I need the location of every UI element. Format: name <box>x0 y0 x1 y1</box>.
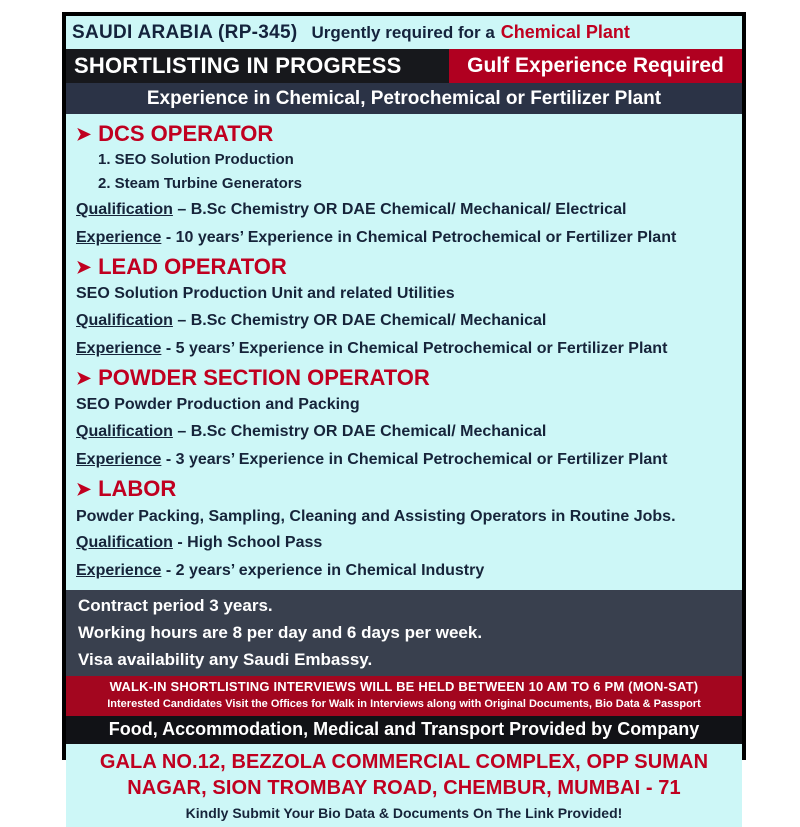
qualification-value: – B.Sc Chemistry OR DAE Chemical/ Mechanical <box>177 423 547 441</box>
experience-label: Experience <box>76 561 162 579</box>
header-country-row <box>66 16 742 49</box>
terms-line: Contract period 3 years. <box>78 596 273 616</box>
gulf-experience-badge: Gulf Experience Required <box>449 49 742 83</box>
bullet-arrow-icon: ➤ <box>76 257 92 278</box>
benefits-banner: Food, Accommodation, Medical and Transport Provided by Company <box>66 716 742 744</box>
job-title-text: LABOR <box>98 476 177 502</box>
experience-line <box>76 557 732 585</box>
qualification-label: Qualification <box>76 201 173 219</box>
job-description: SEO Powder Production and Packing <box>76 396 360 414</box>
shortlisting-status-badge: SHORTLISTING IN PROGRESS <box>66 49 449 83</box>
walkin-headline: WALK-IN SHORTLISTING INTERVIEWS WILL BE HELD BETWEEN 10 AM TO 6 PM (MON-SAT) <box>109 679 699 695</box>
country-code-label: SAUDI ARABIA (RP-345) <box>72 21 298 43</box>
job-sub-item: 1. SEO Solution Production <box>98 151 294 169</box>
address-line-2: NAGAR, SION TROMBAY ROAD, CHEMBUR, MUMBAI - 71 <box>127 777 681 800</box>
chemical-plant-label: Chemical Plant <box>500 22 630 42</box>
qualification-line <box>76 529 732 557</box>
qualification-value: - High School Pass <box>177 534 323 552</box>
job-description: SEO Solution Production Unit and related Utilities <box>76 285 455 303</box>
job-title <box>76 120 732 148</box>
job-listings <box>66 114 742 590</box>
contract-terms-section <box>66 590 742 676</box>
office-address-section <box>66 744 742 827</box>
qualification-label: Qualification <box>76 312 173 330</box>
job-block <box>76 120 732 251</box>
job-title-text: LEAD OPERATOR <box>98 254 287 280</box>
experience-line <box>76 224 732 252</box>
job-block <box>76 475 732 584</box>
advertisement-poster <box>62 12 746 821</box>
terms-line: Working hours are 8 per day and 6 days per week. <box>78 623 483 643</box>
qualification-line <box>76 196 732 224</box>
qualification-value: – B.Sc Chemistry OR DAE Chemical/ Mechanical/ Electrical <box>177 201 627 219</box>
experience-line <box>76 446 732 474</box>
experience-label: Experience <box>76 339 162 357</box>
qualification-value: – B.Sc Chemistry OR DAE Chemical/ Mechanical <box>177 312 547 330</box>
bullet-arrow-icon: ➤ <box>76 368 92 389</box>
experience-value: - 10 years’ Experience in Chemical Petrochemical or Fertilizer Plant <box>165 228 677 246</box>
qualification-label: Qualification <box>76 423 173 441</box>
job-title-text: POWDER SECTION OPERATOR <box>98 365 430 391</box>
job-title-text: DCS OPERATOR <box>98 121 274 146</box>
experience-value: - 3 years’ Experience in Chemical Petrochemical or Fertilizer Plant <box>165 450 668 468</box>
experience-requirement-banner: Experience in Chemical, Petrochemical or Fertilizer Plant <box>66 83 742 114</box>
walkin-instructions: Interested Candidates Visit the Offices for Walk in Interviews along with Original Documents, Bio Data & Passport <box>107 697 701 710</box>
job-sub-item: 2. Steam Turbine Generators <box>98 175 302 193</box>
job-description: Powder Packing, Sampling, Cleaning and Assisting Operators in Routine Jobs. <box>76 507 676 525</box>
experience-label: Experience <box>76 228 162 246</box>
job-title <box>76 475 732 503</box>
bullet-arrow-icon: ➤ <box>76 479 92 500</box>
experience-label: Experience <box>76 450 162 468</box>
job-title <box>76 253 732 281</box>
qualification-label: Qualification <box>76 534 173 552</box>
job-block <box>76 253 732 362</box>
qualification-line <box>76 418 732 446</box>
qualification-line <box>76 307 732 335</box>
experience-value: - 2 years’ experience in Chemical Industry <box>165 561 485 579</box>
submission-note: Kindly Submit Your Bio Data & Documents On The Link Provided! <box>185 804 623 821</box>
job-title <box>76 364 732 392</box>
address-line-1: GALA NO.12, BEZZOLA COMMERCIAL COMPLEX, OPP SUMAN <box>99 750 709 773</box>
header-status-row <box>66 49 742 83</box>
bullet-arrow-icon: ➤ <box>76 124 92 145</box>
experience-line <box>76 335 732 363</box>
walkin-interview-section <box>66 676 742 716</box>
job-block <box>76 364 732 473</box>
terms-line: Visa availability any Saudi Embassy. <box>78 650 373 670</box>
experience-value: - 5 years’ Experience in Chemical Petrochemical or Fertilizer Plant <box>165 339 668 357</box>
urgently-required-label: Urgently required for a <box>311 22 495 42</box>
